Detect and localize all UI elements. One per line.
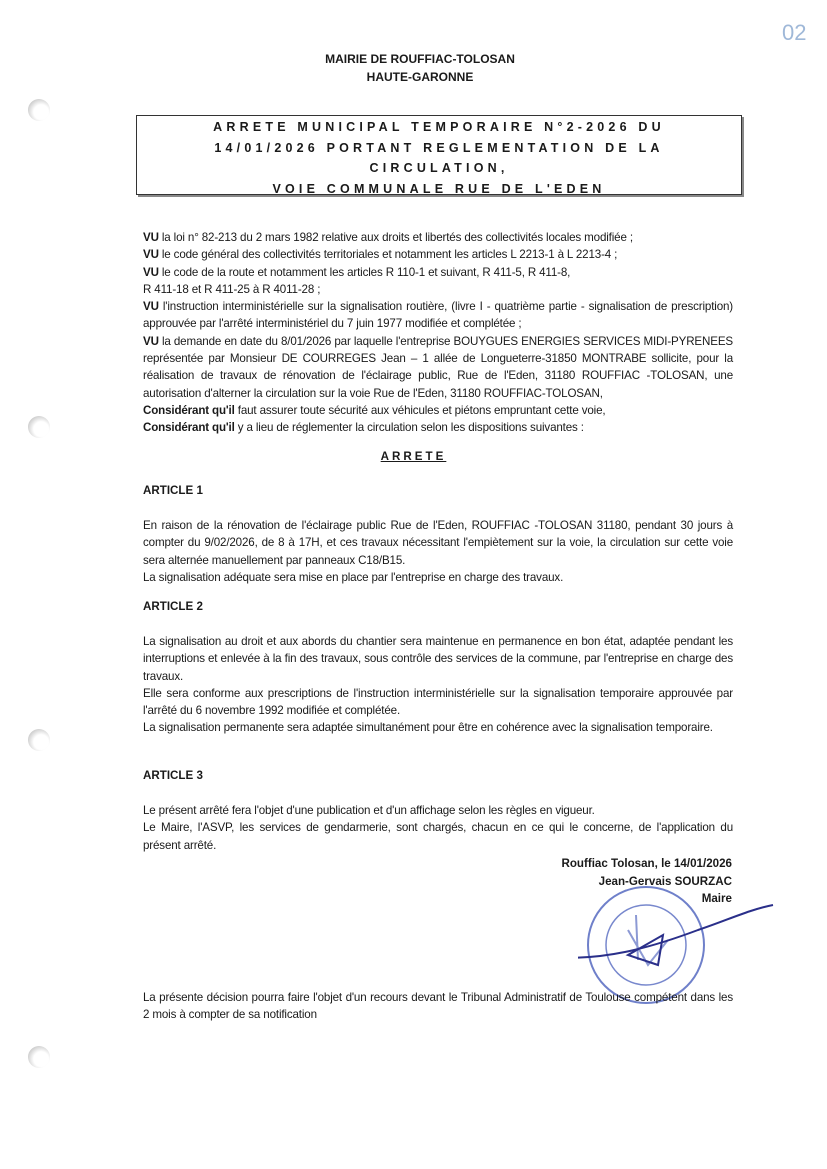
title-line: 14/01/2026 PORTANT REGLEMENTATION DE LA [214,140,664,155]
article-3-title: ARTICLE 3 [143,769,203,782]
punch-hole [28,1046,50,1068]
visa-bold: VU [143,300,159,314]
visa [143,229,733,246]
visa [143,246,733,263]
article-paragraph: Elle sera conforme aux prescriptions de l'instruction interministérielle sur la signalisation temporaire approuvée par l'arrêté du 6 novembre 1992 modifiée et complétée. [143,686,733,718]
considerant [143,419,733,436]
considerant-text: y a lieu de réglementer la circulation selon les dispositions suivantes : [234,421,584,435]
title-line: CIRCULATION, [369,161,509,175]
punch-hole [28,729,50,751]
visa-text: la loi n° 82-213 du 2 mars 1982 relative aux droits et libertés des collectivités locales modifiée ; [158,231,633,244]
article-1-body [143,517,733,586]
signature-name: Jean-Gervais SOURZAC [598,874,732,888]
title-line: ARRETE MUNICIPAL TEMPORAIRE N°2-2026 DU [213,120,665,134]
visa-bold: VU [143,265,159,279]
article-2-title: ARTICLE 2 [143,600,203,613]
signature-role: Maire [701,892,732,905]
considerant-text: faut assurer toute sécurité aux véhicules et piétons empruntant cette voie, [234,403,606,417]
visa [143,281,733,298]
header-mairie: MAIRIE DE ROUFFIAC-TOLOSAN [325,52,515,66]
title-line: VOIE COMMUNALE RUE DE L'EDEN [272,181,606,196]
article-paragraph: La signalisation adéquate sera mise en place par l'entreprise en charge des travaux. [143,570,564,584]
visa [143,264,733,281]
signature-place-date: Rouffiac Tolosan, le 14/01/2026 [561,857,732,870]
visas [143,229,733,437]
visa-bold: VU [143,334,159,348]
recours-notice: La présente décision pourra faire l'objet d'un recours devant le Tribunal Administratif de Toulouse compétent dans les 2 mois à compter de sa notification [143,991,733,1022]
page-number: 02 [782,20,807,45]
visa-text: le code de la route et notamment les articles R 110-1 et suivant, R 411-5, R 411-8, [158,265,571,279]
punch-hole [28,99,50,121]
header-department: HAUTE-GARONNE [366,70,474,84]
article-2-body [143,633,733,737]
punch-hole [28,416,50,438]
article-paragraph: La signalisation permanente sera adaptée simultanément pour être en cohérence avec la signalisation temporaire. [143,721,713,735]
title-box [136,115,742,195]
visa-text: la demande en date du 8/01/2026 par laquelle l'entreprise BOUYGUES ENERGIES SERVICES MIDI-PYRENEES représentée par Monsieur DE COURREGES Jean – 1 allée de Longueterre-31850 MONTRABE sollicite, pour la réalisation de travaux de rénovation de l'éclairage public, Rue de l'Eden, 31180 ROUFFIAC -TOLOSAN, une autorisation d'alterner la circulation sur la voie Rue de l'Eden, 31180 ROUFFIAC-TOLOSAN, [143,334,733,400]
considerant-bold: Considérant qu'il [143,403,235,417]
article-1-title: ARTICLE 1 [143,484,203,497]
considerant [143,402,733,419]
considerant-bold: Considérant qu'il [143,421,235,435]
visa-bold: VU [143,248,159,262]
visa-bold: VU [143,231,159,244]
article-3-body [143,802,733,854]
article-paragraph: Le présent arrêté fera l'objet d'une publication et d'un affichage selon les règles en vigueur. [143,804,595,817]
visa [143,333,733,402]
article-paragraph: En raison de la rénovation de l'éclairage public Rue de l'Eden, ROUFFIAC -TOLOSAN 31180, pendant 30 jours à compter du 9/02/2026, de 8 à 17H, et ces travaux nécessitant l'empiètement sur la voie, la circulation sur cette voie sera alternée manuellement par panneaux C18/B15. [143,519,733,567]
visa [143,298,733,333]
visa-text: l'instruction interministérielle sur la signalisation routière, (livre I - quatrième partie - signalisation de prescription) approuvée par l'arrêté interministériel du 7 juin 1977 modifiée et complétée ; [143,300,733,331]
article-paragraph: La signalisation au droit et aux abords du chantier sera maintenue en permanence en bon état, adaptée pendant les interruptions et enlevée à la fin des travaux, sous contrôle des services de la commune, par l'entreprise en charge des travaux. [143,635,733,683]
arrete-heading: ARRETE [380,450,447,463]
article-paragraph: Le Maire, l'ASVP, les services de gendarmerie, sont chargés, chacun en ce qui le concerne, de l'application du présent arrêté. [143,821,733,852]
visa-text: le code général des collectivités territoriales et notamment les articles L 2213-1 à L 2213-4 ; [158,248,618,262]
visa-text: R 411-18 et R 411-25 à R 4011-28 ; [143,282,321,296]
